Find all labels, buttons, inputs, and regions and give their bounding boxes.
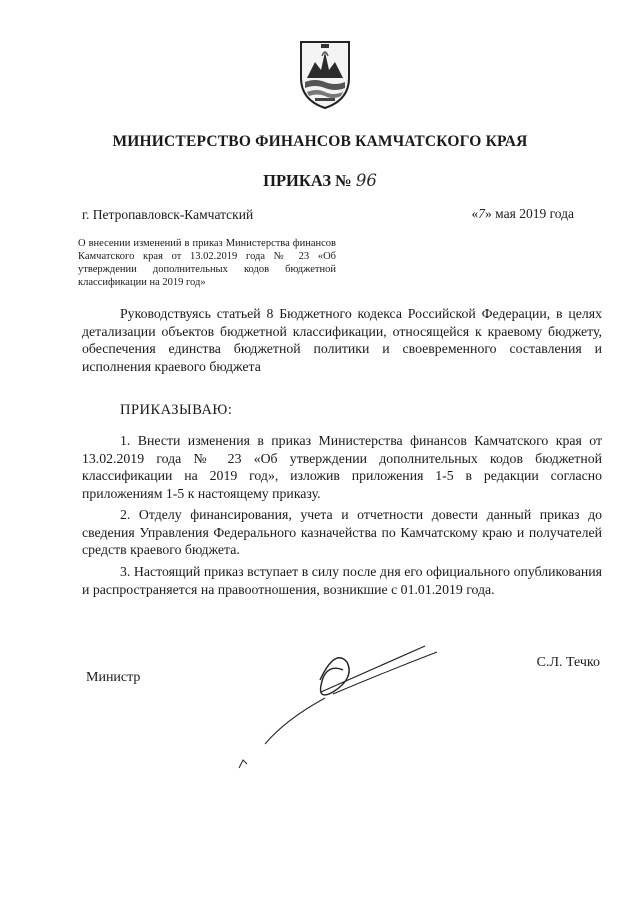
document-place: г. Петропавловск-Камчатский bbox=[82, 207, 254, 222]
date-day: 7 bbox=[478, 206, 486, 221]
signatory-position: Министр bbox=[86, 670, 141, 685]
order-number: 96 bbox=[355, 171, 377, 190]
order-item-1: 1. Внести изменения в приказ Министерства финансов Камчатского края от 13.02.2019 года № 23 «Об утверждении дополнительных кодов бюджетной классификации на 2019 год», изложив приложения 1-5 в редакции согласно приложениям 1-5 к настоящему приказу. bbox=[82, 433, 602, 501]
order-item-2: 2. Отделу финансирования, учета и отчетности довести данный приказ до сведения Управления Федерального казначейства по Камчатскому краю и получателей средств краевого бюджета. bbox=[82, 507, 602, 557]
handwritten-signature bbox=[225, 640, 445, 780]
preamble-paragraph: Руководствуясь статьей 8 Бюджетного кодекса Российской Федерации, в целях детализации объектов бюджетной классификации, относящейся к краевому бюджету, обеспечения единства бюджетной политики и своевременного составления и исполнения краевого бюджета bbox=[82, 306, 602, 374]
ministry-name: МИНИСТЕРСТВО ФИНАНСОВ КАМЧАТСКОГО КРАЯ bbox=[112, 133, 528, 150]
order-label: ПРИКАЗ № bbox=[263, 171, 352, 190]
signatory-name: С.Л. Течко bbox=[536, 655, 600, 670]
document-date bbox=[472, 206, 574, 222]
date-open-quote: « bbox=[471, 206, 479, 221]
date-close-quote: » bbox=[485, 206, 492, 221]
order-item-3: 3. Настоящий приказ вступает в силу после дня его официального опубликования и распространяется на правоотношения, возникшие с 01.01.2019 года. bbox=[82, 564, 602, 597]
date-month-year: мая 2019 года bbox=[491, 206, 574, 221]
document-subject: О внесении изменений в приказ Министерства финансов Камчатского края от 13.02.2019 года № 23 «Об утверждении дополнительных кодов бюджетной классификации на 2019 год» bbox=[78, 238, 336, 288]
orders-heading: ПРИКАЗЫВАЮ: bbox=[120, 402, 233, 418]
order-title bbox=[0, 171, 640, 191]
kamchatka-coat-of-arms-icon bbox=[295, 38, 355, 110]
